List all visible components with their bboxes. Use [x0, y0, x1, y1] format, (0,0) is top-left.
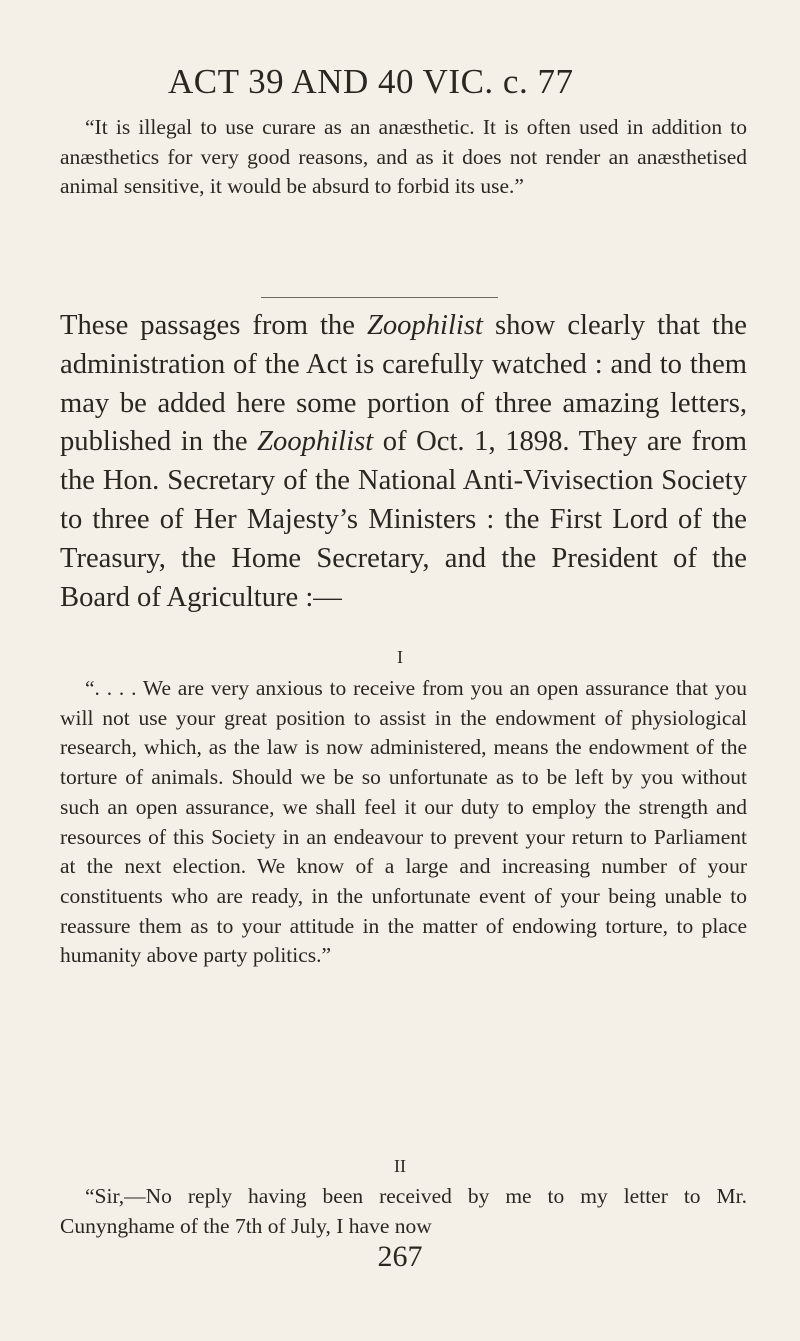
- main-paragraph: [60, 307, 747, 617]
- letter-one-paragraph: “. . . . We are very anxious to receive from you an open assurance that you will not use your great position to assist in the endowment of physiological research, which, as the law is now administered, means the endowment of the torture of animals. Should we be so unfortunate as to be left by you without such an open assurance, we shall feel it our duty to employ the strength and resources of this Society in an endeavour to prevent your return to Parliament at the next election. We know of a large and increasing number of your constituents who are ready, in the unfortunate event of your being unable to reassure them as to your attitude in the matter of endowing torture, to place humanity above party politics.”: [60, 676, 747, 968]
- running-head: ACT 39 AND 40 VIC. c. 77: [168, 62, 574, 101]
- main-paragraph-text-1: These passages from the: [60, 310, 367, 341]
- main-paragraph-text-3: of Oct. 1, 1898. They are from the Hon. Secretary of the National Anti-Vivisection Society to three of Her Majesty’s Ministers : the First Lord of the Treasury, the Home Secretary, and the President of the Board of Agriculture :—: [60, 426, 748, 613]
- section-divider-rule: [261, 297, 498, 298]
- zoophilist-title-1: Zoophilist: [366, 310, 483, 341]
- quote-top-paragraph: “It is illegal to use curare as an anæsthetic. It is often used in addition to anæsthetics for very good reasons, and as it does not render an anæsthetised animal sensitive, it would be absurd to forbid its use.”: [60, 115, 747, 199]
- letter-two-paragraph: “Sir,—No reply having been received by me to my letter to Mr. Cunynghame of the 7th of July, I have now: [60, 1184, 747, 1238]
- main-paragraph-text-2: show clearly that the administration of the Act is carefully watched : and to them may be added here some portion of three amazing letters, published in the: [60, 310, 747, 458]
- letter-one-numeral: I: [397, 647, 403, 667]
- letter-two-numeral: II: [394, 1156, 406, 1176]
- zoophilist-title-2: Zoophilist: [257, 426, 374, 458]
- page-number: 267: [377, 1240, 423, 1273]
